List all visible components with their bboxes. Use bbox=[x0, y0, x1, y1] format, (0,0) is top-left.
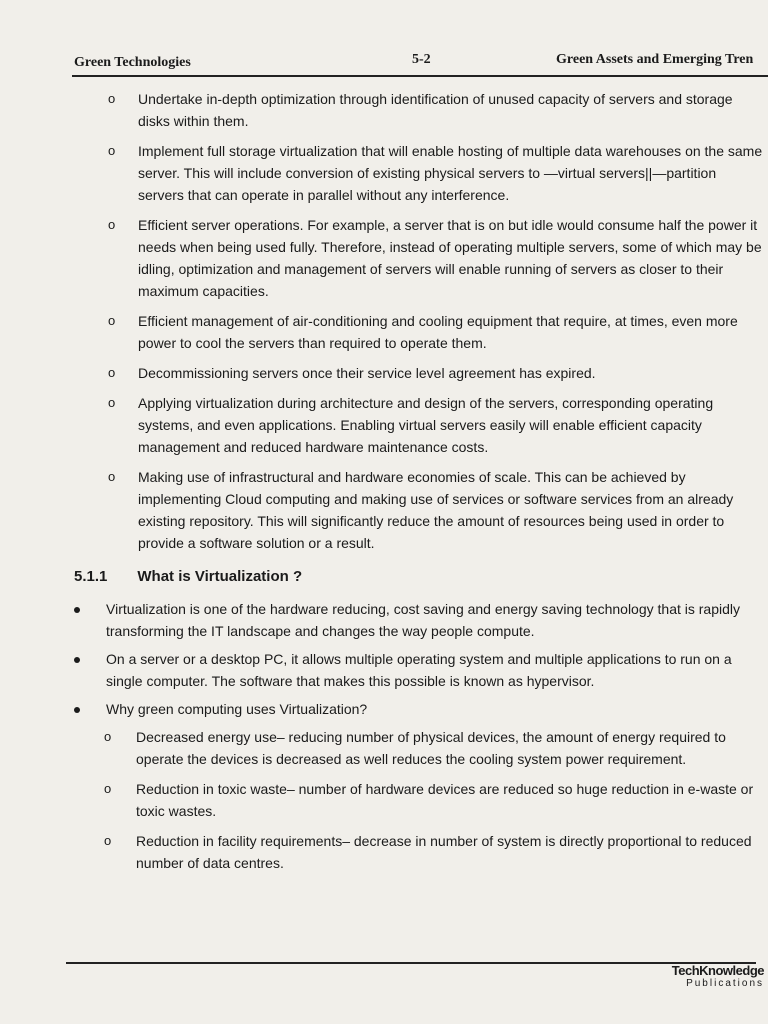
list-item bbox=[74, 392, 764, 458]
section-heading bbox=[74, 566, 764, 588]
list-marker: o bbox=[108, 217, 116, 232]
list-marker: o bbox=[104, 781, 112, 796]
list-item bbox=[74, 726, 764, 770]
list-item bbox=[74, 214, 764, 302]
bullet-item bbox=[74, 598, 764, 642]
publisher-subtitle: Publications bbox=[686, 978, 764, 989]
list-item bbox=[74, 466, 764, 554]
list-item-text: Making use of infrastructural and hardware economies of scale. This can be achieved by implementing Cloud computing and making use of services or software services from an already existing repository. This will significantly reduce the amount of resources being used in order to provide a software solution or a result. bbox=[138, 469, 734, 551]
publisher-logo bbox=[654, 963, 764, 1008]
list-item-text: Reduction in toxic waste– number of hardware devices are reduced so huge reduction in e-waste or toxic wastes. bbox=[136, 781, 754, 819]
list-marker: o bbox=[104, 833, 112, 848]
list-item-text: Reduction in facility requirements– decrease in number of system is directly proportional to reduced number of data centres. bbox=[136, 833, 752, 871]
list-item bbox=[74, 830, 764, 874]
list-marker: o bbox=[104, 729, 112, 744]
section-title: What is Virtualization ? bbox=[137, 568, 303, 585]
list-marker: o bbox=[108, 91, 116, 106]
header-page-number: 5-2 bbox=[412, 52, 431, 67]
footer-rule bbox=[66, 962, 756, 964]
bullet-item bbox=[74, 698, 764, 720]
list-item bbox=[74, 362, 764, 384]
list-item-text: Decommissioning servers once their service level agreement has expired. bbox=[138, 365, 596, 381]
list-item-text: Efficient server operations. For example, a server that is on but idle would consume half the power it needs when being used fully. Therefore, instead of operating multiple servers, some of which may be idling, optimization and management of servers will enable running of servers as closer to their maximum capacities. bbox=[138, 217, 762, 299]
publisher-name: TechKnowledge bbox=[671, 963, 764, 978]
list-marker: o bbox=[108, 143, 116, 158]
list-item bbox=[74, 310, 764, 354]
list-item bbox=[74, 778, 764, 822]
section-number: 5.1.1 bbox=[74, 568, 108, 585]
list-marker: o bbox=[108, 365, 116, 380]
bullet-text: Virtualization is one of the hardware reducing, cost saving and energy saving technology that is rapidly transforming the IT landscape and changes the way people compute. bbox=[106, 601, 741, 639]
bullet-item bbox=[74, 648, 764, 692]
header-rule bbox=[72, 75, 768, 77]
bullet-text: Why green computing uses Virtualization? bbox=[106, 701, 368, 717]
header-book-title: Green Technologies bbox=[74, 55, 191, 70]
page-header bbox=[74, 52, 768, 76]
list-item-text: Applying virtualization during architecture and design of the servers, corresponding operating systems, and even applications. Enabling virtual servers easily will enable efficient capacity management and reduced hardware maintenance costs. bbox=[138, 395, 714, 455]
list-item bbox=[74, 140, 764, 206]
bullet-text: On a server or a desktop PC, it allows multiple operating system and multiple applications to run on a single computer. The software that makes this possible is known as hypervisor. bbox=[106, 651, 732, 689]
bullet-dot bbox=[74, 707, 80, 713]
list-item-text: Decreased energy use– reducing number of physical devices, the amount of energy required to operate the devices is decreased as well reduces the cooling system power requirement. bbox=[136, 729, 726, 767]
list-item bbox=[74, 88, 764, 132]
bullet-dot bbox=[74, 607, 80, 613]
list-marker: o bbox=[108, 313, 116, 328]
list-item-text: Implement full storage virtualization that will enable hosting of multiple data warehouses on the same server. This will include conversion of existing physical servers to —virtual servers||—partition servers that can operate in parallel without any interference. bbox=[138, 143, 763, 203]
header-chapter-title: Green Assets and Emerging Tren bbox=[556, 52, 754, 67]
list-marker: o bbox=[108, 395, 116, 410]
list-item-text: Efficient management of air-conditioning and cooling equipment that require, at times, even more power to cool the servers than required to operate them. bbox=[138, 313, 738, 351]
page-content bbox=[74, 88, 764, 882]
bullet-dot bbox=[74, 657, 80, 663]
list-marker: o bbox=[108, 469, 116, 484]
list-item-text: Undertake in-depth optimization through identification of unused capacity of servers and storage disks within them. bbox=[138, 91, 733, 129]
